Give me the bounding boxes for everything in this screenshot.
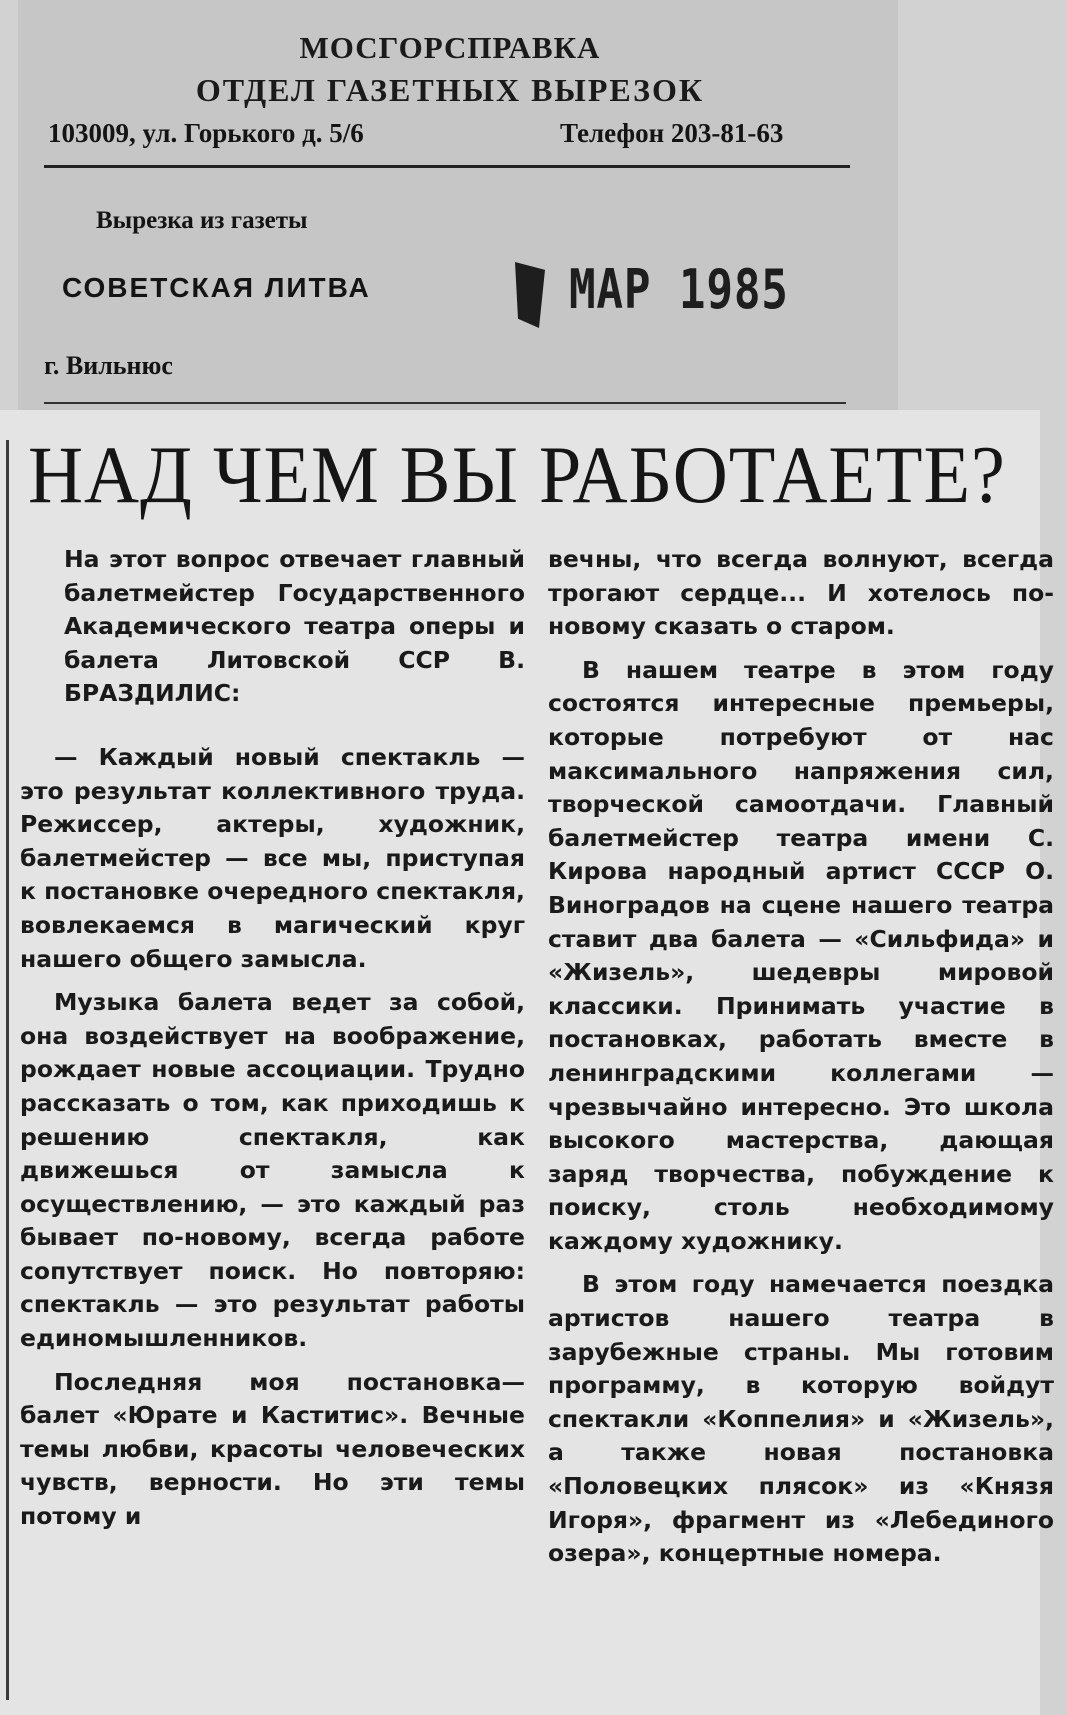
newspaper-name: СОВЕТСКАЯ ЛИТВА: [62, 272, 371, 303]
article-paragraph: В нашем театре в этом году состоятся интересные премьеры, которые потребуют от нас максимального напряжения сил, творческой самоотдачи. Главный балетмейстер театра имени С. Кирова народный артист СССР О. Виноградов на сцене нашего театра ставит два балета — «Сильфида» и «Жизель», шедевры мировой классики. Принимать участие в постановках, работать вместе в ленинградскими коллегами — чрезвычайно интересно. Это школа высокого мастерства, дающая заряд творчества, побуждение к поиску, столь необходимому каждому художнику.: [548, 655, 1054, 1255]
bureau-address: 103009, ул. Горького д. 5/6: [48, 118, 364, 148]
article-paragraph: В этом году намечается поездка артистов нашего театра в зарубежные страны. Мы готовим программу, в которую войдут спектакли «Коппелия» и «Жизель», а также новая постановка «Половецких плясок» из «Князя Игоря», фрагмент из «Лебединого озера», концертные номера.: [548, 1270, 1054, 1568]
article-paragraph: Последняя моя постановка— балет «Юрате и Каститис». Вечные темы любви, красоты человеческих чувств, верности. Но эти темы потому и: [20, 1367, 525, 1531]
article-headline: НАД ЧЕМ ВЫ РАБОТАЕТЕ?: [28, 429, 1006, 520]
bureau-phone: Телефон 203-81-63: [560, 118, 784, 148]
bureau-department: ОТДЕЛ ГАЗЕТНЫХ ВЫРЕЗОК: [195, 72, 705, 108]
article-paragraph: вечны, что всегда волнуют, всегда трогают сердце... И хотелось по-новому сказать о старом.: [548, 545, 1054, 641]
article-column-left: [20, 543, 525, 1534]
bureau-name: МОСГОРСПРАВКА: [299, 30, 601, 65]
clipping-label: Вырезка из газеты: [96, 207, 308, 234]
clipping-edge: [6, 440, 9, 1700]
slip-divider: [44, 402, 846, 404]
date-stamp: 1 МАР 1985: [514, 258, 789, 321]
article-paragraph: — Каждый новый спектакль — это результат коллективного труда. Режиссер, актеры, художник, балетмейстер — все мы, приступая к постановке очередного спектакля, вовлекаемся в магический круг нашего общего замысла.: [20, 742, 525, 973]
newspaper-city: г. Вильнюс: [44, 351, 173, 380]
article-column-right: [548, 543, 1054, 1571]
article-paragraph: Музыка балета ведет за собой, она воздействует на воображение, рождает новые ассоциации. Трудно рассказать о том, как приходишь к решению спектакля, как движешься от замысла к осуществлению, — это каждый раз бывает по-новому, всегда работе сопутствует поиск. Но повторяю: спектакль — это результат работы единомышленников.: [20, 988, 525, 1353]
header-divider: [44, 165, 850, 168]
article-intro: На этот вопрос отвечает главный балетмейстер Государственного Академического театра оперы и балета Литовской ССР В. БРАЗДИЛИС:: [64, 545, 525, 708]
